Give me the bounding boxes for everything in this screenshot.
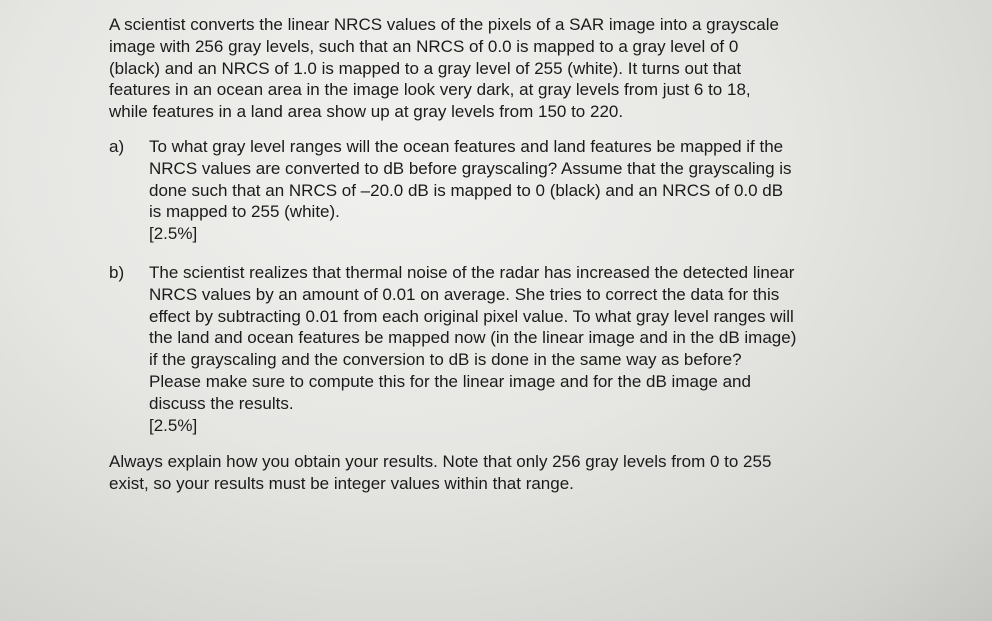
question-b-marks: [2.5%]: [149, 415, 198, 435]
question-b-body: [149, 262, 889, 436]
question-b-text: The scientist realizes that thermal noise of the radar has increased the detected linear NRCS values by an amount of 0.01 on average. She tries to correct the data for this effect by subtracting 0.01 from each original pixel value. To what gray level ranges will the land and ocean features be mapped now (in the linear image and in the dB image) if the grayscaling and the conversion to dB is done in the same way as before? Please make sure to compute this for the linear image and for the dB image and discuss the results.: [149, 262, 797, 413]
question-b-label: b): [109, 262, 125, 282]
question-a-label: a): [109, 136, 125, 156]
intro-paragraph: A scientist converts the linear NRCS values of the pixels of a SAR image into a grayscale image with 256 gray levels, such that an NRCS of 0.0 is mapped to a gray level of 0 (black) and an NRCS of 1.0 is mapped to a gray level of 255 (white). It turns out that features in an ocean area in the image look very dark, at gray levels from just 6 to 18, while features in a land area show up at gray levels from 150 to 220.: [109, 15, 779, 122]
question-a-body: [149, 136, 889, 245]
question-a-marks: [2.5%]: [149, 224, 198, 244]
question-a: [109, 136, 909, 245]
question-b: [109, 262, 909, 436]
problem-text: [109, 14, 909, 495]
question-a-text: To what gray level ranges will the ocean features and land features be mapped if the NRCS values are converted to dB before grayscaling? Assume that the grayscaling is done such that an NRCS of –20.0 dB is mapped to 0 (black) and an NRCS of 0.0 dB is mapped to 255 (white).: [149, 136, 792, 222]
closing-paragraph: Always explain how you obtain your results. Note that only 256 gray levels from 0 to 255 exist, so your results must be integer values within that range.: [109, 452, 772, 494]
